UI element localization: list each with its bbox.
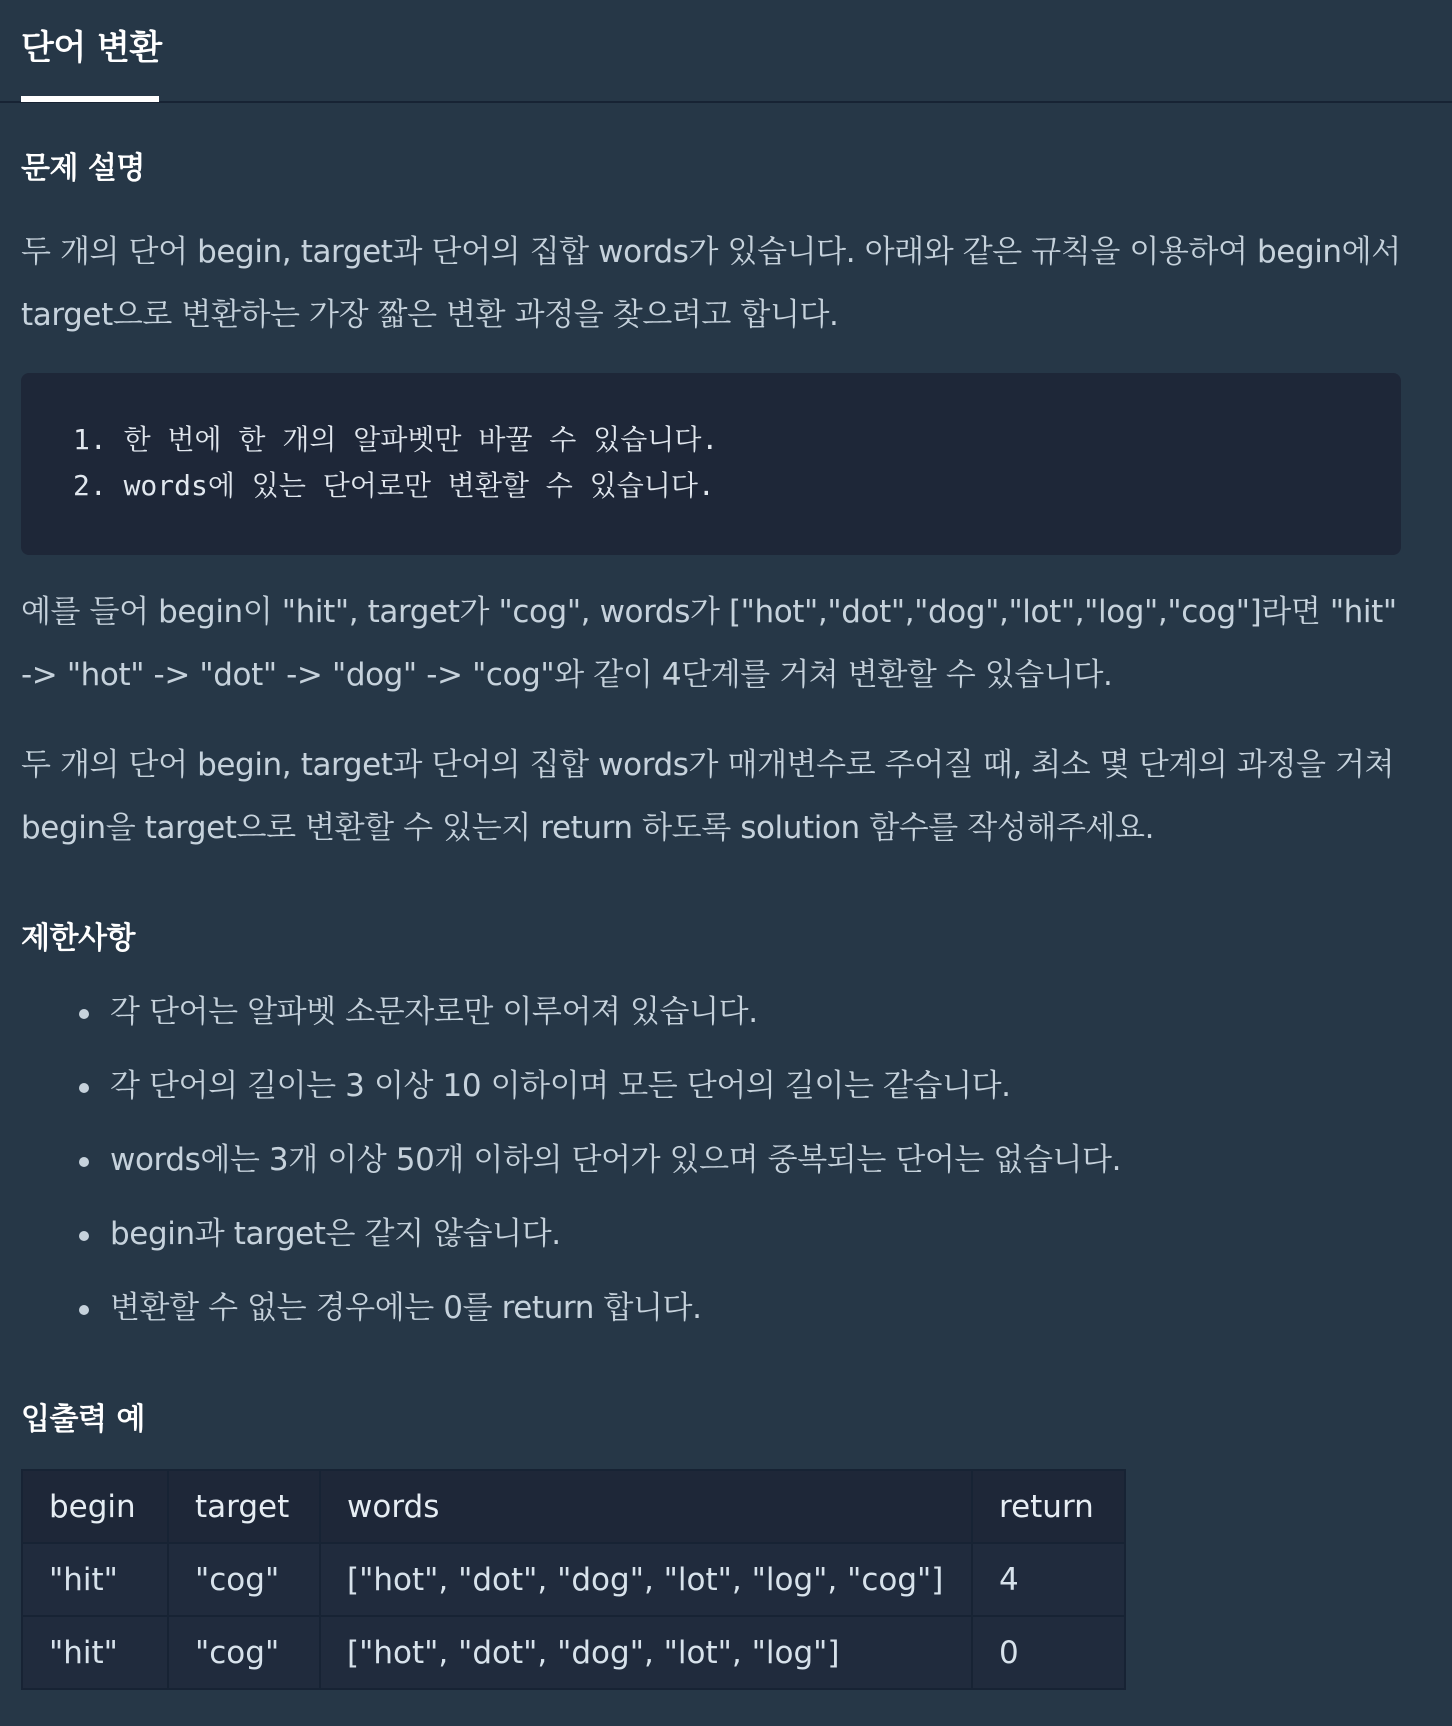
rule-line: 2. words에 있는 단어로만 변환할 수 있습니다. [73,469,715,502]
column-header-words: words [320,1470,972,1543]
limit-item [21,989,1121,1063]
limit-text: words에는 3개 이상 50개 이하의 단어가 있으며 중복되는 단어는 없습니다. [110,1142,1122,1178]
tab-active-indicator [21,96,159,102]
limit-text: 변환할 수 없는 경우에는 0를 return 합니다. [110,1290,702,1326]
limit-item [21,1063,1121,1137]
description-heading: 문제 설명 [21,151,145,186]
limit-item [21,1137,1121,1211]
rule-line: 1. 한 번에 한 개의 알파벳만 바꿀 수 있습니다. [73,423,719,456]
cell-words: ["hot", "dot", "dog", "lot", "log"] [320,1616,972,1689]
limit-item [21,1211,1121,1285]
bullet-icon [79,1231,89,1241]
table-row [22,1616,1125,1689]
cell-return: 0 [972,1616,1125,1689]
description-paragraph-example: 예를 들어 begin이 "hit", target가 "cog", words가 ["hot","dot","dog","lot","log","cog"]라면 "hit" -> "hot" -> "dot" -> "dog" -> "cog"와 같이 4단계를 거쳐 변환할 수 있습니다. [21,594,1397,693]
limit-text: 각 단어의 길이는 3 이상 10 이하이며 모든 단어의 길이는 같습니다. [110,1068,1011,1104]
column-header-begin: begin [22,1470,168,1543]
cell-target: "cog" [168,1543,320,1616]
examples-heading: 입출력 예 [21,1402,145,1437]
bullet-icon [79,1083,89,1093]
bullet-icon [79,1305,89,1315]
description-paragraph-intro: 두 개의 단어 begin, target과 단어의 집합 words가 있습니다. 아래와 같은 규칙을 이용하여 begin에서 target으로 변환하는 가장 짧은 변환 과정을 찾으려고 합니다. [21,234,1401,333]
column-header-return: return [972,1470,1125,1543]
limit-text: 각 단어는 알파벳 소문자로만 이루어져 있습니다. [110,994,758,1030]
table-row [22,1543,1125,1616]
tab-problem-title[interactable]: 단어 변환 [21,28,162,68]
table-header-row [22,1470,1125,1543]
cell-return: 4 [972,1543,1125,1616]
cell-words: ["hot", "dot", "dog", "lot", "log", "cog"] [320,1543,972,1616]
limit-item [21,1285,1121,1359]
tab-bar [0,0,1452,103]
description-paragraph-task: 두 개의 단어 begin, target과 단어의 집합 words가 매개변수로 주어질 때, 최소 몇 단계의 과정을 거쳐 begin을 target으로 변환할 수 있는지 return 하도록 solution 함수를 작성해주세요. [21,747,1395,846]
limit-text: begin과 target은 같지 않습니다. [110,1216,561,1252]
rules-code-block [21,373,1401,555]
limits-list [21,989,1121,1359]
cell-begin: "hit" [22,1616,168,1689]
cell-target: "cog" [168,1616,320,1689]
io-example-table [21,1469,1126,1690]
bullet-icon [79,1157,89,1167]
column-header-target: target [168,1470,320,1543]
cell-begin: "hit" [22,1543,168,1616]
bullet-icon [79,1009,89,1019]
limits-heading: 제한사항 [21,921,135,956]
